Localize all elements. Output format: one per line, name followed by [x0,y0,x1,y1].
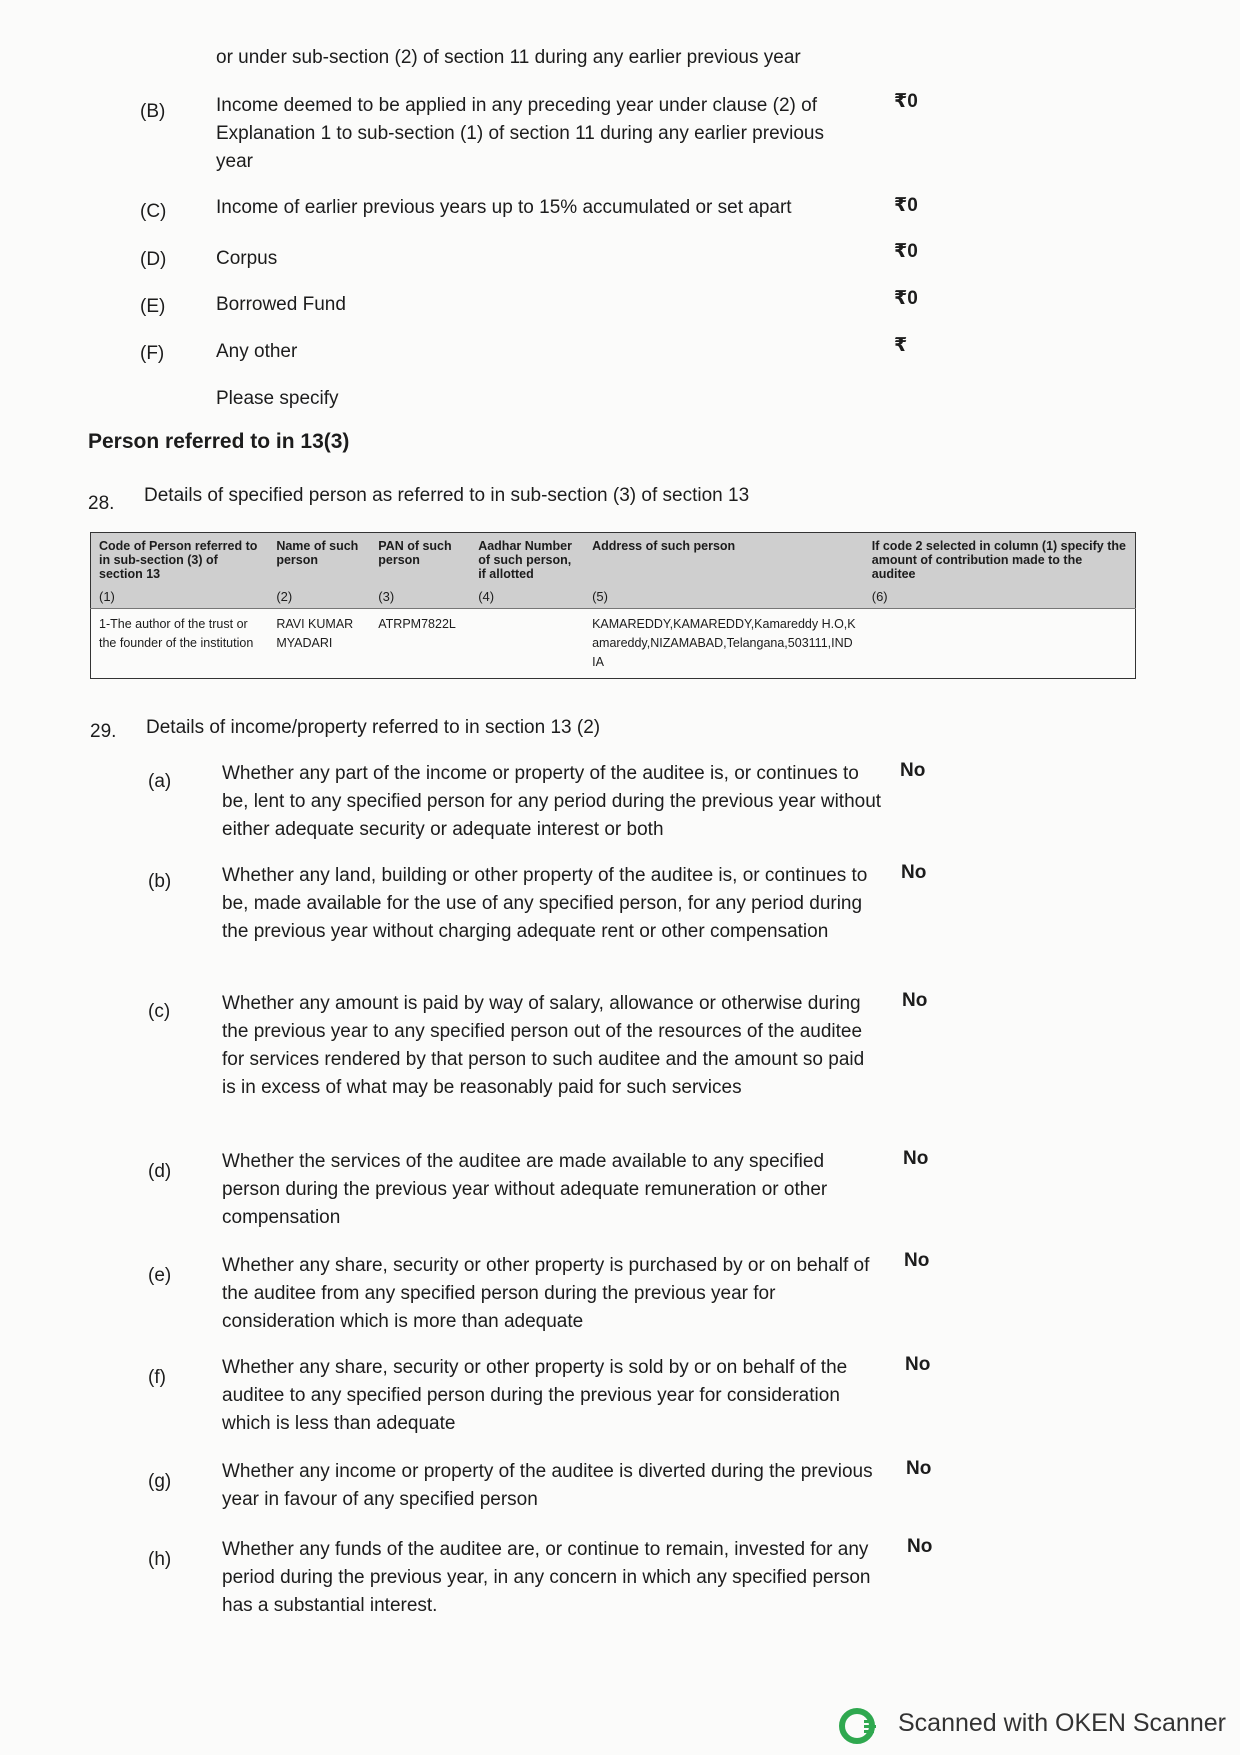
header-name: Name of such person [268,533,370,586]
q29-text-c: Whether any amount is paid by way of salary, allowance or otherwise during the previous year to any specified person out of the resources of the auditee for services rendered by that person to such auditee and the amount so paid is in excess of what may be reasonably paid for such services [222,993,865,1098]
item-label-f: (F) [140,343,165,364]
q29-text-d: Whether the services of the auditee are made available to any specified person during the previous year without adequate remuneration or other compensation [222,1151,828,1228]
q29-title: Details of income/property referred to in section 13 (2) [146,717,601,738]
q29-label-g: (g) [148,1471,172,1492]
q29-number: 29. [90,721,117,742]
q29-label-c: (c) [148,1001,171,1022]
amount-d: ₹0 [894,241,918,262]
q29-text-h: Whether any funds of the auditee are, or continue to remain, invested for any period during the previous year, in any concern in which any specified person has a substantial interest. [222,1539,871,1616]
item-text-b: Income deemed to be applied in any preceding year under clause (2) of Explanation 1 to sub-section (1) of section 11 during any earlier previous year [216,95,824,172]
cell-code: 1-The author of the trust or the founder of the institution [99,617,254,650]
table-row [91,609,1136,679]
q29-text-g: Whether any income or property of the auditee is diverted during the previous year in favour of any specified person [222,1461,873,1510]
item-label-e: (E) [140,296,166,317]
colnum-3: (3) [370,585,470,609]
item-text-c: Income of earlier previous years up to 15% accumulated or set apart [216,197,792,218]
q29-label-h: (h) [148,1549,172,1570]
header-pan: PAN of such person [370,533,470,586]
scanner-watermark-text: Scanned with OKEN Scanner [898,1709,1226,1737]
q29-label-e: (e) [148,1265,172,1286]
q29-answer-c: No [902,990,928,1011]
cell-aadhar [470,609,584,679]
person-heading: Person referred to in 13(3) [88,430,350,453]
amount-f: ₹ [894,335,908,356]
q29-answer-b: No [901,862,927,883]
header-code: Code of Person referred to in sub-section (3) of section 13 [91,533,269,586]
colnum-6: (6) [864,585,1136,609]
q29-answer-a: No [900,760,926,781]
q29-answer-f: No [905,1354,931,1375]
amount-c: ₹0 [894,195,918,216]
colnum-1: (1) [91,585,269,609]
q29-label-d: (d) [148,1161,172,1182]
q29-answer-d: No [903,1148,929,1169]
table-header-row [91,533,1136,586]
q29-text-e: Whether any share, security or other property is purchased by or on behalf of the auditee from any specified person during the previous year for consideration which is more than adequate [222,1255,870,1332]
item-label-b: (B) [140,101,166,122]
item-label-d: (D) [140,249,167,270]
item-label-c: (C) [140,201,167,222]
q29-answer-e: No [904,1250,930,1271]
q29-label-f: (f) [148,1367,166,1388]
header-address: Address of such person [584,533,864,586]
q29-text-b: Whether any land, building or other property of the auditee is, or continues to be, made available for the use of any specified person, for any period during the previous year without charging adequate rent or other compensation [222,865,868,942]
q29-answer-g: No [906,1458,932,1479]
item-text-e: Borrowed Fund [216,294,346,315]
cell-name: RAVI KUMAR MYADARI [276,617,354,650]
q28-number: 28. [88,493,115,514]
item-text-d: Corpus [216,248,278,269]
header-aadhar: Aadhar Number of such person, if allotted [470,533,584,586]
table-colnum-row [91,585,1136,609]
oken-scanner-logo-icon [838,1706,878,1746]
q29-answer-h: No [907,1536,933,1557]
q29-text-a: Whether any part of the income or property of the auditee is, or continues to be, lent to any specified person for any period during the previous year without either adequate security or adequate interest or both [222,763,882,840]
q29-label-a: (a) [148,771,172,792]
specified-person-table [90,532,1136,679]
amount-e: ₹0 [894,288,918,309]
q28-title: Details of specified person as referred to in sub-section (3) of section 13 [144,485,750,506]
cell-pan: ATRPM7822L [378,617,456,631]
header-contribution: If code 2 selected in column (1) specify the amount of contribution made to the auditee [864,533,1136,586]
continuation-line: or under sub-section (2) of section 11 during any earlier previous year [216,47,801,68]
please-specify: Please specify [216,388,339,409]
cell-contribution [864,609,1136,679]
item-text-f: Any other [216,341,298,362]
q29-label-b: (b) [148,871,172,892]
amount-b: ₹0 [894,91,918,112]
cell-address: KAMAREDDY,KAMAREDDY,Kamareddy H.O,Kamareddy,NIZAMABAD,Telangana,503111,INDIA [592,617,856,669]
q29-text-f: Whether any share, security or other property is sold by or on behalf of the auditee to any specified person during the previous year for consideration which is less than adequate [222,1357,848,1434]
colnum-4: (4) [470,585,584,609]
colnum-2: (2) [268,585,370,609]
colnum-5: (5) [584,585,864,609]
